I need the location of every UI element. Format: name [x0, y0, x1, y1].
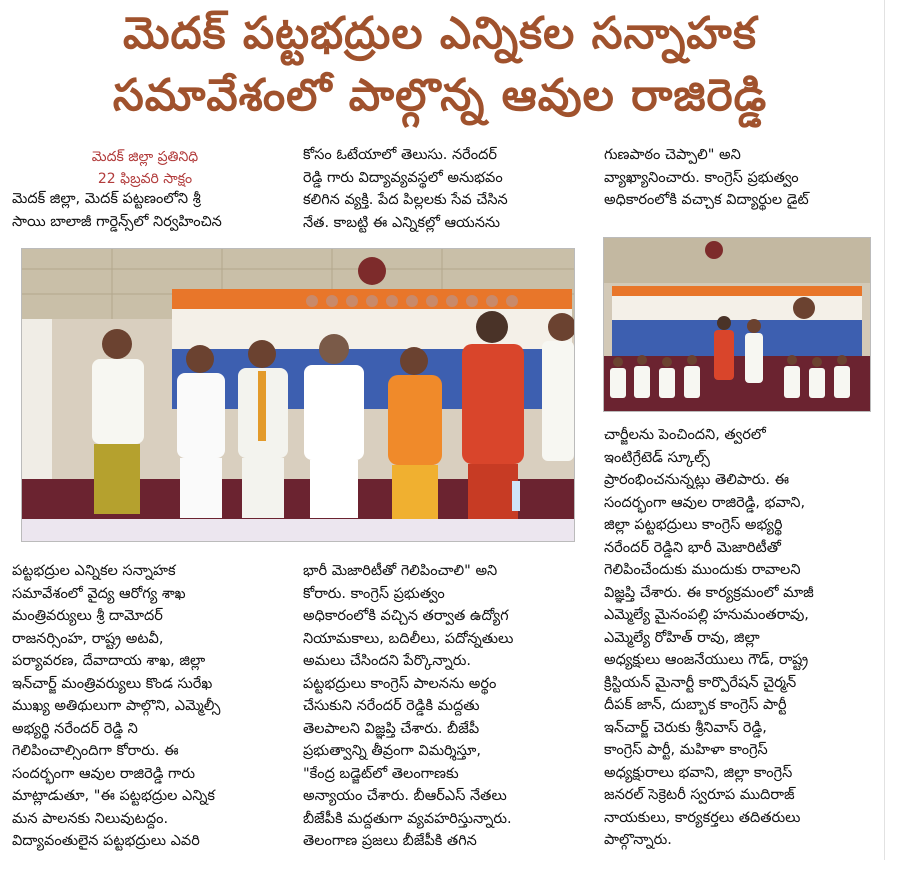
- article-column-right-middle: చార్జీలను పెంచిందని, త్వరలో ఇంటిగ్రేటెడ్ స్కూల్స్ ప్రారంభించనున్నట్లు తెలిపారు. ఈ సందర్భంగా ఆవుల రాజిరెడ్డి, భవాని, జిల్లా పట్టభద్రులు కాంగ్రెస్ అభ్యర్థి నరేందర్ రెడ్డిని భారీ మెజారిటీతో గెలిపించేందుకు ముందుకు రావాలని విజ్ఞప్తి చేశారు. ఈ కార్యక్రమంలో మాజీ ఎమ్మెల్యే మైనంపల్లి హనుమంతరావు, ఎమ్మెల్యే రోహిత్ రావు, జిల్లా అధ్యక్షులు ఆంజనేయులు గౌడ్, రాష్ట్ర క్రిస్టియన్ మైనార్టీ కార్పొరేషన్ చైర్మన్ దీపక్ జాన్, దుబ్బాక కాంగ్రెస్ పార్టీ ఇన్‌చార్జ్ చెరుకు శ్రీనివాస్ రెడ్డి, కాంగ్రెస్ పార్టీ, మహిళా కాంగ్రెస్ అధ్యక్షురాలు భవాని, జిల్లా కాంగ్రెస్ జనరల్ సెక్రెటరీ స్వరూప ముదిరాజ్ నాయకులు, కార్యకర్తలు తదితరులు పాల్గొన్నారు.: [604, 427, 814, 848]
- main-event-photo-illustration: [22, 249, 574, 541]
- page-edge-rule: [884, 0, 885, 860]
- article-column-bottom-left: పట్టభద్రుల ఎన్నికల సన్నాహక సమావేశంలో వైద్య ఆరోగ్య శాఖ మంత్రివర్యులు శ్రీ దామోదర్ రాజనర్సింహ, రాష్ట్ర అటవీ, పర్యావరణ, దేవాదాయ శాఖ, జిల్లా ఇన్‌చార్జ్ మంత్రివర్యులు కొండ సురేఖ ముఖ్య అతిథులుగా పాల్గొని, ఎమ్మెల్సీ అభ్యర్థి నరేందర్ రెడ్డి ని గెలిపించాల్సిందిగా కోరారు. ఈ సందర్భంగా ఆవుల రాజిరెడ్డి గారు మాట్లాడుతూ, "ఈ పట్టభద్రుల ఎన్నిక మన పాలనకు నిలువుటద్దం. విద్యావంతులైన పట్టభద్రులు ఎవరి: [12, 563, 221, 849]
- dateline-reporter: మెదక్ జిల్లా ప్రతినిధి: [91, 149, 199, 165]
- article-column-top-left: మెదక్ జిల్లా, మెదక్ పట్టణంలోని శ్రీ సాయి బాలాజీ గార్డెన్స్‌లో నిర్వహించిన: [12, 191, 222, 230]
- main-event-photo: [21, 248, 575, 542]
- article-column-bottom-middle: భారీ మెజారిటీతో గెలిపించాలి" అని కోరారు. కాంగ్రెస్ ప్రభుత్వం అధికారంలోకి వచ్చిన తర్వాత ఉద్యోగ నియామకాలు, బదిలీలు, పదోన్నతులు అమలు చేసిందని పేర్కొన్నారు. పట్టభద్రులు కాంగ్రెస్ పాలనను అర్థం చేసుకుని నరేందర్ రెడ్డికి మద్దతు తెలపాలని విజ్ఞప్తి చేశారు. బీజేపీ ప్రభుత్వాన్ని తీవ్రంగా విమర్శిస్తూ, "కేంద్ర బడ్జెట్‌లో తెలంగాణకు అన్యాయం చేశారు. బీఆర్ఎస్ నేతలు బీజేపీకి మద్దతుగా వ్యవహరిస్తున్నారు. తెలంగాణ ప్రజలు బీజేపీకి తగిన: [303, 563, 514, 849]
- dateline-date: 22 ఫిబ్రవరి సాక్షం: [97, 171, 193, 187]
- article-column-top-right: గుణపాఠం చెప్పాలి" అని వ్యాఖ్యానించారు. కాంగ్రెస్ ప్రభుత్వం అధికారంలోకి వచ్చాక విద్యార్థుల డైట్: [604, 147, 809, 208]
- headline-line-2: సమావేశంలో పాల్గొన్న ఆవుల రాజిరెడ్డి: [112, 70, 768, 121]
- headline-line-1: మెదక్ పట్టభద్రుల ఎన్నికల సన్నాహక: [122, 8, 758, 59]
- side-event-photo-illustration: [604, 238, 870, 411]
- article-column-top-middle: కోసం ఓటేయాలో తెలుసు. నరేందర్ రెడ్డి గారు విద్యావ్యవస్థలో అనుభవం కలిగిన వ్యక్తి. పేద పిల్లలకు సేవ చేసిన నేత. కాబట్టి ఈ ఎన్నికల్లో ఆయనను: [303, 147, 508, 231]
- side-event-photo: [603, 237, 871, 412]
